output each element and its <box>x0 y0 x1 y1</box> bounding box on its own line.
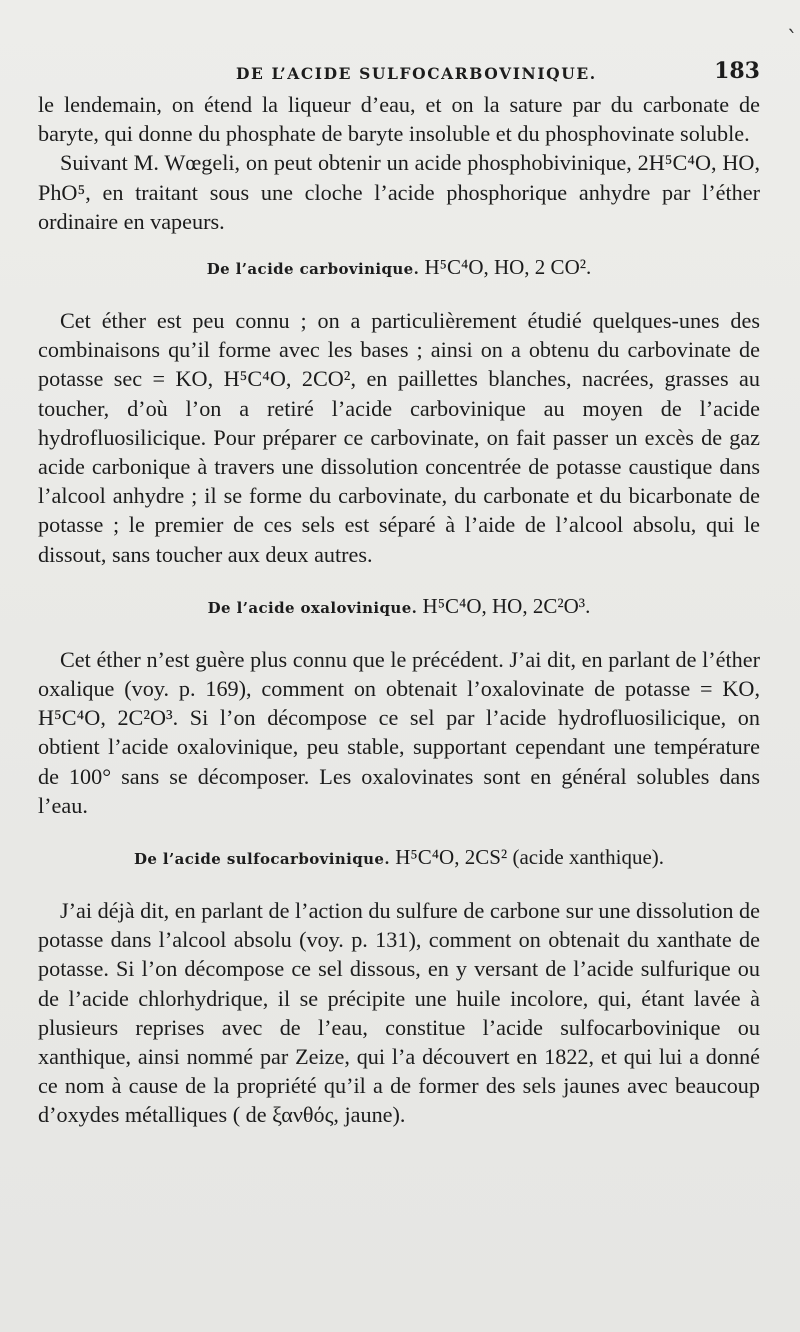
section-name: De l’acide oxalovinique. <box>207 598 418 617</box>
section-formula: H⁵C⁴O, HO, 2C²O³. <box>422 593 591 618</box>
section-heading-oxalovinique <box>38 591 760 623</box>
section-formula: H⁵C⁴O, HO, 2 CO². <box>424 255 592 280</box>
section-text-oxalovinique: Cet éther n’est guère plus connu que le précédent. J’ai dit, en parlant de l’éther oxalique (voy. p. 169), comment on obtenait l’oxalovinate de potasse = KO, H⁵C⁴O, 2C²O³. Si l’on décompose ce sel par l’acide hydrofluosilicique, on obtient l’acide oxalovinique, peu stable, supportant cependant une température de 100° sans se décomposer. Les oxalovinates sont en général solubles dans l’eau. <box>38 646 760 818</box>
section-heading-carbovinique <box>38 252 760 284</box>
corner-mark: ` <box>787 28 798 53</box>
running-head: DE L’ACIDE SULFOCARBOVINIQUE. <box>236 64 597 83</box>
page-header <box>38 58 764 90</box>
section-text-sulfocarbovinique: J’ai déjà dit, en parlant de l’action du sulfure de carbone sur une dissolution de potasse dans l’alcool absolu (voy. p. 131), comment on obtenait du xanthate de potasse. Si l’on décompose ce sel dissous, en y versant de l’acide sulfurique ou de l’acide chlorhydrique, il se précipite une huile incolore, qui, étant lavée à plusieurs reprises avec de l’eau, constitue l’acide sulfocarbovinique ou xanthique, ainsi nommé par Zeize, qui l’a découvert en 1822, et qui lui a donné ce nom à cause de la propriété qu’il a de former des sels jaunes avec beaucoup d’oxydes métalliques ( de ξανθός, jaune). <box>38 898 760 1128</box>
paragraph-woegeli: Suivant M. Wœgeli, on peut obtenir un acide phosphobivinique, 2H⁵C⁴O, HO, PhO⁵, en traitant sous une cloche l’acide phosphorique anhydre par l’éther ordinaire en vapeurs. <box>38 150 760 234</box>
section-formula: H⁵C⁴O, 2CS² (acide xanthique). <box>395 845 665 870</box>
section-heading-sulfocarbovinique <box>38 842 760 874</box>
section-text-carbovinique: Cet éther est peu connu ; on a particulièrement étudié quelques-unes des combinaisons qu’il forme avec les bases ; ainsi on a obtenu du carbovinate de potasse sec = KO, H⁵C⁴O, 2CO², en paillettes blanches, nacrées, grasses au toucher, d’où l’on a retiré l’acide carbovinique au moyen de l’acide hydrofluosilicique. Pour préparer ce carbovinate, on fait passer un excès de gaz acide carbonique à travers une dissolution concentrée de potasse caustique dans l’alcool anhydre ; il se forme du carbovinate, du carbonate et du bicarbonate de potasse ; le premier de ces sels est séparé à l’aide de l’alcool absolu, qui le dissout, sans toucher aux deux autres. <box>38 308 760 567</box>
section-name: De l’acide sulfocarbovinique. <box>133 850 390 869</box>
page-number: 183 <box>714 58 760 84</box>
body-text <box>38 90 760 1130</box>
paragraph-intro-continuation: le lendemain, on étend la liqueur d’eau, et on la sature par du carbonate de baryte, qui donne du phosphate de baryte insoluble et du phosphovinate soluble. <box>38 92 760 147</box>
section-name: De l’acide carbovinique. <box>206 260 420 279</box>
